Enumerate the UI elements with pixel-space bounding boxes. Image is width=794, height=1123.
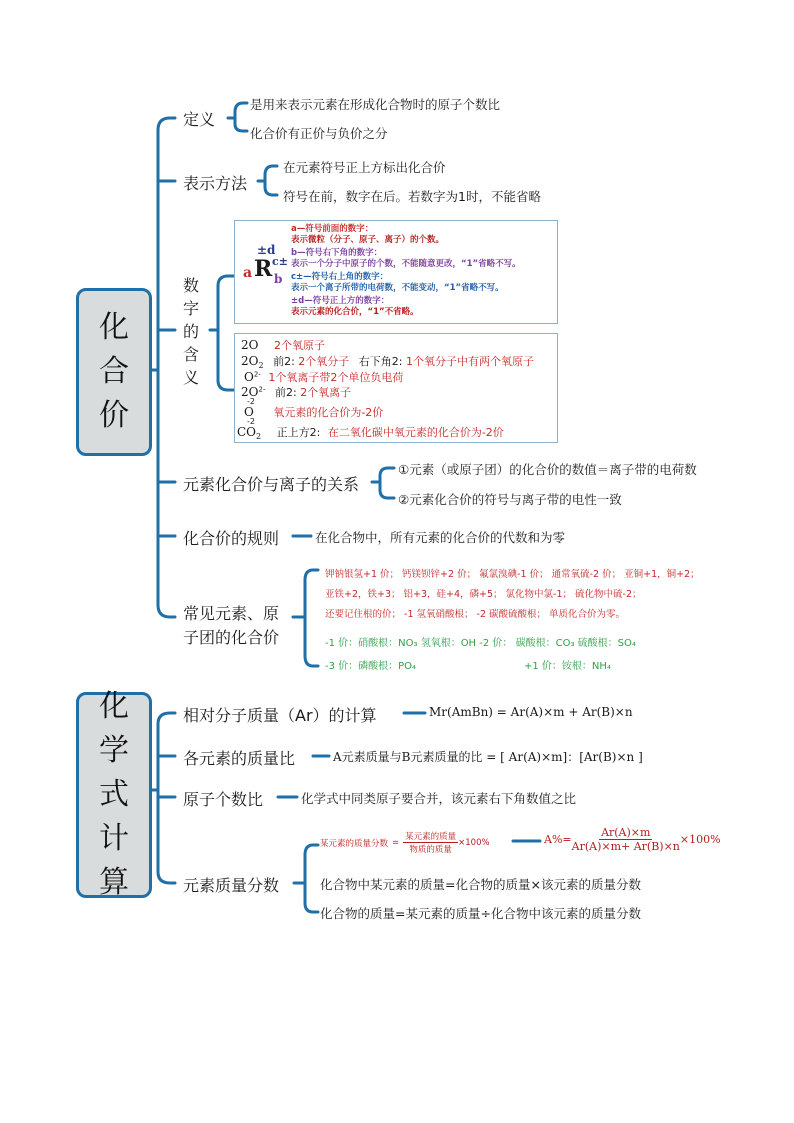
mnemonic-line: 钾钠银氢+1 价； 钙镁钡锌+2 价； 氟氯溴碘-1 价； 通常氧硫-2 价； 亚铜+1，铜+2； — [325, 569, 700, 580]
title-char: 化 — [99, 689, 129, 724]
symbol-sub: b — [274, 272, 283, 286]
example-text: 氧元素的化合价为-2价 — [273, 406, 384, 419]
radical-line: +1 价：铵根：NH₄ — [524, 661, 611, 672]
example-note: 前2: — [274, 386, 297, 399]
example-note: 前2: — [273, 355, 295, 368]
section-title-formula-calc — [76, 689, 152, 900]
rule-label: 化合价的规则 — [183, 529, 280, 548]
title-char: 价 — [99, 398, 129, 433]
example-note: 正上方2: — [276, 426, 321, 439]
definition-label: 定义 — [183, 110, 216, 129]
symbol-notes-panel — [234, 220, 558, 324]
note-head: b—符号右下角的数字： — [291, 248, 383, 258]
radical-line: -1 价：硝酸根：NO₃ 氢氧根：OH -2 价： 碳酸根：CO₃ 硫酸根：SO₄ — [325, 638, 636, 649]
examples-panel — [234, 333, 558, 443]
symbol-notes — [291, 224, 521, 318]
mass-fraction-rule: 化合物的质量=某元素的质量÷化合物中该元素的质量分数 — [320, 906, 641, 921]
meaning-label-char: 字 — [182, 299, 199, 318]
relative-mass-label: 相对分子质量（Ar）的计算 — [183, 706, 377, 725]
mass-fraction-formula-2 — [544, 826, 721, 853]
radical-line: -3 价：磷酸根：PO₄ — [325, 661, 417, 672]
note-head: c±—符号右上角的数字： — [291, 272, 389, 282]
title-char: 计 — [99, 821, 129, 856]
meaning-label — [181, 274, 201, 389]
common-label — [183, 602, 279, 650]
note-head: ±d—符号正上方的数字： — [291, 296, 390, 306]
symbol-diagram — [243, 243, 287, 293]
note-body: 表示一个离子所带的电荷数，不能变动，“1”省略不写。 — [291, 283, 504, 293]
mnemonic-line: 亚铁+2，铁+3； 铝+3，硅+4，磷+5； 氯化物中氯-1； 硫化物中硫-2； — [325, 589, 642, 600]
formula-fraction — [403, 830, 458, 855]
symbol-main: R — [254, 256, 273, 282]
relation-label: 元素化合价与离子的关系 — [183, 475, 360, 494]
title-char: 算 — [99, 865, 129, 900]
formula-tail: ×100% — [679, 833, 721, 846]
relation-item: ①元素（或原子团）的化合价的数值＝离子带的电荷数 — [398, 462, 697, 477]
title-char: 学 — [99, 733, 129, 768]
formula-tail: ×100% — [458, 837, 490, 848]
note-head: a—符号前面的数字： — [291, 224, 374, 234]
title-char: 化 — [99, 310, 129, 345]
mnemonic-line: 还要记住根的价； -1 氢氧硝酸根； -2 碳酸硫酸根； 单质化合价为零。 — [325, 609, 626, 620]
example-row — [241, 384, 351, 400]
title-char: 式 — [99, 777, 129, 812]
meaning-label-char: 含 — [182, 345, 199, 364]
rule-text: 在化合物中，所有元素的化合价的代数和为零 — [315, 530, 566, 545]
definition-item: 化合价有正价与负价之分 — [250, 126, 388, 141]
example-text: 1个氧分子中有两个氧原子 — [406, 355, 535, 368]
note-body: 表示微粒（分子、原子、离子）的个数。 — [291, 235, 445, 245]
formula-numerator: 某元素的质量 — [405, 832, 457, 842]
example-above: -2 — [247, 397, 255, 406]
common-label-line: 常见元素、原 — [183, 604, 280, 623]
example-formula: 2O — [241, 338, 259, 352]
example-row — [244, 369, 403, 385]
note-body: 表示元素的化合价，“1”不省略。 — [291, 307, 419, 317]
notation-item: 符号在前，数字在后。若数字为1时，不能省略 — [283, 189, 541, 204]
example-text: 2个氧分子 — [298, 355, 350, 368]
mass-fraction-label: 元素质量分数 — [183, 876, 280, 895]
example-row — [241, 353, 534, 370]
mass-ratio-formula: A元素质量与B元素质量的比 = [ Ar(A)×m]：[Ar(B)×n ] — [333, 750, 643, 764]
example-text: 2个氧离子 — [300, 386, 352, 399]
formula-lhs: A%= — [544, 833, 572, 846]
example-text: 在二氧化碳中氧元素的化合价为-2价 — [327, 426, 504, 439]
example-formula: CO — [237, 425, 257, 439]
mass-ratio-label: 各元素的质量比 — [183, 749, 296, 768]
example-sub: 2 — [258, 361, 264, 371]
mass-fraction-rule: 化合物中某元素的质量=化合物的质量×该元素的质量分数 — [320, 877, 641, 892]
atom-ratio-label: 原子个数比 — [183, 790, 264, 809]
note-body: 表示一个分子中原子的个数，不能随意更改，“1”省略不写。 — [291, 259, 521, 269]
section-title-valence — [76, 288, 152, 456]
meaning-label-char: 数 — [182, 276, 199, 295]
example-formula: 2O — [241, 385, 259, 399]
definition-item: 是用来表示元素在形成化合物时的原子个数比 — [250, 97, 501, 112]
example-formula: 2O — [241, 354, 259, 368]
example-text: 1个氧离子带2个单位负电荷 — [268, 371, 404, 384]
meaning-label-char: 的 — [182, 322, 199, 341]
example-sub: 2 — [256, 432, 262, 442]
common-label-line: 子团的化合价 — [183, 628, 280, 647]
relation-item: ②元素化合价的符号与离子带的电性一致 — [398, 492, 622, 507]
example-text: 2个氧原子 — [273, 339, 325, 352]
title-char: 合 — [99, 354, 129, 389]
example-above: -2 — [247, 417, 255, 426]
formula-numerator: Ar(A)×m — [601, 826, 651, 839]
common-mnemonics — [325, 565, 700, 625]
example-row — [244, 404, 383, 420]
symbol-top: ±d — [257, 243, 276, 257]
formula-fraction — [572, 826, 680, 853]
mass-fraction-formula-1: 某元素的质量分数 = $\frac{\text{某元素的质量}}{\text{物质的质量}}$ ×100% — [320, 832, 490, 855]
example-row — [241, 337, 325, 353]
example-formula: O — [244, 405, 254, 419]
symbol-sup: c± — [272, 255, 288, 268]
example-note: 右下角2: — [358, 355, 403, 368]
formula-denominator: Ar(A)×m+ Ar(B)×n — [571, 840, 680, 853]
notation-item: 在元素符号正上方标出化合价 — [283, 160, 446, 175]
example-sup: 2- — [258, 385, 266, 394]
relative-mass-formula: Mr(AmBn) = Ar(A)×m + Ar(B)×n — [429, 705, 633, 719]
atom-ratio-text: 化学式中同类原子要合并，该元素右下角数值之比 — [301, 791, 577, 806]
example-row — [237, 424, 504, 441]
symbol-left: a — [243, 265, 253, 281]
example-sup: 2- — [253, 370, 261, 379]
notation-label: 表示方法 — [183, 174, 248, 193]
formula-lhs: 某元素的质量分数 — [320, 838, 389, 849]
meaning-label-char: 义 — [182, 368, 199, 387]
formula-denominator: 物质的质量 — [409, 845, 452, 855]
example-formula: O — [244, 370, 254, 384]
